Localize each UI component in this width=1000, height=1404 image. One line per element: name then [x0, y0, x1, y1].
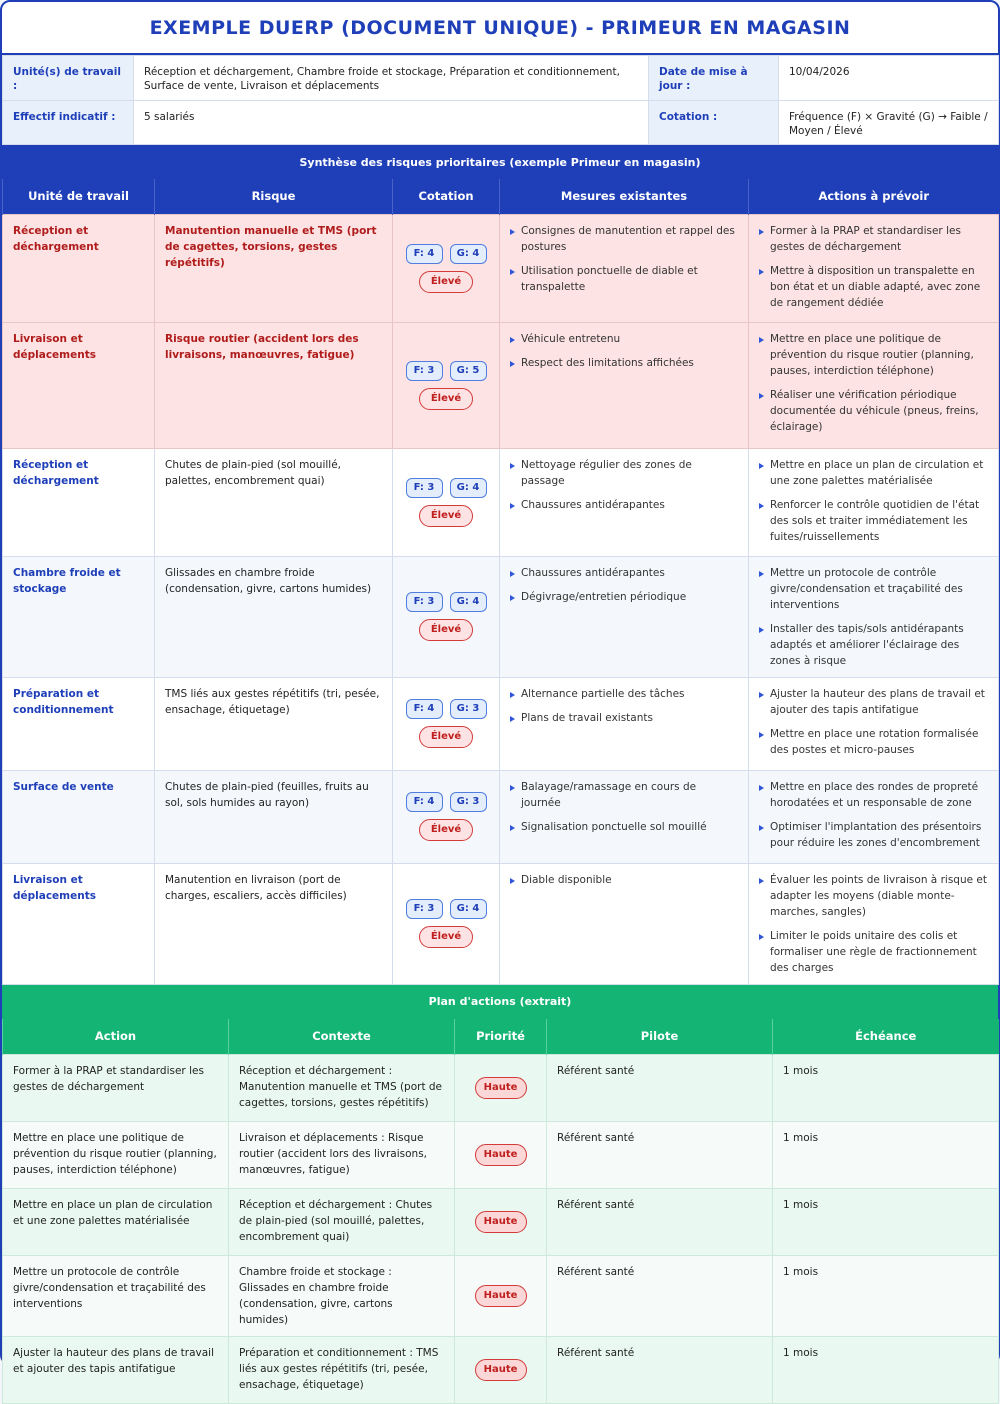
document-title: EXEMPLE DUERP (DOCUMENT UNIQUE) - PRIMEUR EN MAGASIN — [2, 2, 998, 55]
mesures-item: Balayage/ramassage en cours de journée — [510, 779, 738, 811]
level-badge: Élevé — [419, 926, 473, 948]
gravite-badge: G: 4 — [450, 244, 487, 264]
plan-action: Former à la PRAP et standardiser les gestes de déchargement — [3, 1055, 229, 1122]
plan-pilote: Référent santé — [547, 1122, 773, 1189]
risk-unit: Réception et déchargement — [3, 448, 155, 556]
header-risque: Risque — [155, 179, 393, 214]
plan-echeance: 1 mois — [773, 1256, 999, 1337]
mesures-item: Chaussures antidérapantes — [510, 497, 738, 513]
frequence-badge: F: 4 — [406, 244, 443, 264]
actions-item: Évaluer les points de livraison à risque et adapter les moyens (diable monte-marches, sangles) — [759, 872, 988, 920]
risk-mesures — [500, 322, 749, 448]
risk-mesures — [500, 770, 749, 863]
plan-pilote: Référent santé — [547, 1337, 773, 1404]
plan-title: Plan d'actions (extrait) — [2, 985, 998, 1019]
date-label: Date de mise à jour : — [649, 56, 779, 101]
unites-label: Unité(s) de travail : — [3, 56, 134, 101]
plan-action: Mettre un protocole de contrôle givre/condensation et traçabilité des interventions — [3, 1256, 229, 1337]
risk-cotation — [393, 556, 500, 677]
plan-contexte: Préparation et conditionnement : TMS liés aux gestes répétitifs (tri, pesée, ensachage, étiquetage) — [229, 1337, 455, 1404]
gravite-badge: G: 4 — [450, 592, 487, 612]
risk-unit: Surface de vente — [3, 770, 155, 863]
header-mesures: Mesures existantes — [500, 179, 749, 214]
risk-mesures — [500, 214, 749, 322]
plan-contexte: Chambre froide et stockage : Glissades en chambre froide (condensation, givre, cartons humides) — [229, 1256, 455, 1337]
actions-item: Limiter le poids unitaire des colis et formaliser une règle de fractionnement des charges — [759, 928, 988, 976]
risk-description: Risque routier (accident lors des livraisons, manœuvres, fatigue) — [155, 322, 393, 448]
plan-table — [2, 1019, 999, 1404]
risk-actions — [749, 770, 999, 863]
actions-item: Former à la PRAP et standardiser les gestes de déchargement — [759, 223, 988, 255]
priority-badge: Haute — [475, 1285, 527, 1307]
plan-row — [3, 1189, 999, 1256]
plan-row — [3, 1122, 999, 1189]
risk-mesures — [500, 863, 749, 984]
mesures-item: Dégivrage/entretien périodique — [510, 589, 738, 605]
frequence-badge: F: 4 — [406, 792, 443, 812]
risk-actions — [749, 214, 999, 322]
plan-pilote: Référent santé — [547, 1256, 773, 1337]
risk-description: Glissades en chambre froide (condensation, givre, cartons humides) — [155, 556, 393, 677]
priority-badge: Haute — [475, 1144, 527, 1166]
risk-unit: Chambre froide et stockage — [3, 556, 155, 677]
risk-row — [3, 770, 999, 863]
actions-item: Mettre en place une rotation formalisée des postes et micro-pauses — [759, 726, 988, 758]
priority-badge: Haute — [475, 1077, 527, 1099]
risk-mesures — [500, 448, 749, 556]
gravite-badge: G: 3 — [450, 792, 487, 812]
plan-contexte: Livraison et déplacements : Risque routier (accident lors des livraisons, manœuvres, fatigue) — [229, 1122, 455, 1189]
frequence-badge: F: 4 — [406, 699, 443, 719]
plan-echeance: 1 mois — [773, 1055, 999, 1122]
actions-item: Mettre en place une politique de prévention du risque routier (planning, pauses, interdiction téléphone) — [759, 331, 988, 379]
synthese-title: Synthèse des risques prioritaires (exemple Primeur en magasin) — [2, 145, 998, 179]
cotation-value: Fréquence (F) × Gravité (G) → Faible / Moyen / Élevé — [779, 101, 999, 145]
level-badge: Élevé — [419, 271, 473, 293]
actions-item: Mettre en place un plan de circulation et une zone palettes matérialisée — [759, 457, 988, 489]
actions-item: Renforcer le contrôle quotidien de l'état des sols et traiter immédiatement les fuites/ruissellements — [759, 497, 988, 545]
actions-item: Mettre en place des rondes de propreté horodatées et un responsable de zone — [759, 779, 988, 811]
risk-row — [3, 448, 999, 556]
plan-pilote: Référent santé — [547, 1189, 773, 1256]
header-cotation: Cotation — [393, 179, 500, 214]
frequence-badge: F: 3 — [406, 899, 443, 919]
risk-row — [3, 556, 999, 677]
plan-row — [3, 1256, 999, 1337]
header-priorite: Priorité — [455, 1019, 547, 1055]
risk-unit: Préparation et conditionnement — [3, 677, 155, 770]
actions-item: Ajuster la hauteur des plans de travail et ajouter des tapis antifatigue — [759, 686, 988, 718]
plan-priorite — [455, 1055, 547, 1122]
mesures-item: Consignes de manutention et rappel des postures — [510, 223, 738, 255]
plan-echeance: 1 mois — [773, 1122, 999, 1189]
risk-cotation — [393, 322, 500, 448]
risk-description: Manutention manuelle et TMS (port de cagettes, torsions, gestes répétitifs) — [155, 214, 393, 322]
plan-contexte: Réception et déchargement : Chutes de plain-pied (sol mouillé, palettes, encombrement quai) — [229, 1189, 455, 1256]
risk-row — [3, 322, 999, 448]
mesures-item: Chaussures antidérapantes — [510, 565, 738, 581]
plan-contexte: Réception et déchargement : Manutention manuelle et TMS (port de cagettes, torsions, gestes répétitifs) — [229, 1055, 455, 1122]
frequence-badge: F: 3 — [406, 478, 443, 498]
plan-priorite — [455, 1256, 547, 1337]
level-badge: Élevé — [419, 388, 473, 410]
risk-row — [3, 214, 999, 322]
plan-priorite — [455, 1122, 547, 1189]
risk-cotation — [393, 214, 500, 322]
plan-row — [3, 1337, 999, 1404]
date-value: 10/04/2026 — [779, 56, 999, 101]
gravite-badge: G: 4 — [450, 899, 487, 919]
risk-description: Chutes de plain-pied (sol mouillé, palettes, encombrement quai) — [155, 448, 393, 556]
cotation-label: Cotation : — [649, 101, 779, 145]
gravite-badge: G: 3 — [450, 699, 487, 719]
level-badge: Élevé — [419, 619, 473, 641]
synthese-table — [2, 179, 999, 985]
risk-description: Chutes de plain-pied (feuilles, fruits au sol, sols humides au rayon) — [155, 770, 393, 863]
plan-row — [3, 1055, 999, 1122]
priority-badge: Haute — [475, 1359, 527, 1381]
mesures-item: Respect des limitations affichées — [510, 355, 738, 371]
gravite-badge: G: 5 — [450, 361, 487, 381]
risk-actions — [749, 322, 999, 448]
plan-priorite — [455, 1189, 547, 1256]
risk-description: TMS liés aux gestes répétitifs (tri, pesée, ensachage, étiquetage) — [155, 677, 393, 770]
mesures-item: Alternance partielle des tâches — [510, 686, 738, 702]
plan-action: Mettre en place un plan de circulation et une zone palettes matérialisée — [3, 1189, 229, 1256]
mesures-item: Nettoyage régulier des zones de passage — [510, 457, 738, 489]
mesures-item: Utilisation ponctuelle de diable et transpalette — [510, 263, 738, 295]
risk-cotation — [393, 863, 500, 984]
header-echeance: Échéance — [773, 1019, 999, 1055]
actions-item: Réaliser une vérification périodique documentée du véhicule (pneus, freins, éclairage) — [759, 387, 988, 435]
mesures-item: Véhicule entretenu — [510, 331, 738, 347]
mesures-item: Plans de travail existants — [510, 710, 738, 726]
frequence-badge: F: 3 — [406, 361, 443, 381]
actions-item: Mettre un protocole de contrôle givre/condensation et traçabilité des interventions — [759, 565, 988, 613]
priority-badge: Haute — [475, 1211, 527, 1233]
risk-mesures — [500, 556, 749, 677]
risk-mesures — [500, 677, 749, 770]
risk-actions — [749, 677, 999, 770]
gravite-badge: G: 4 — [450, 478, 487, 498]
risk-row — [3, 863, 999, 984]
plan-echeance: 1 mois — [773, 1189, 999, 1256]
risk-description: Manutention en livraison (port de charges, escaliers, accès difficiles) — [155, 863, 393, 984]
header-pilote: Pilote — [547, 1019, 773, 1055]
risk-unit: Livraison et déplacements — [3, 863, 155, 984]
plan-priorite — [455, 1337, 547, 1404]
actions-item: Mettre à disposition un transpalette en bon état et un diable adapté, avec zone de rangement dédiée — [759, 263, 988, 311]
header-unite: Unité de travail — [3, 179, 155, 214]
unites-value: Réception et déchargement, Chambre froide et stockage, Préparation et conditionnement, Surface de vente, Livraison et déplacements — [134, 56, 649, 101]
risk-cotation — [393, 677, 500, 770]
level-badge: Élevé — [419, 726, 473, 748]
effectif-label: Effectif indicatif : — [3, 101, 134, 145]
plan-action: Ajuster la hauteur des plans de travail et ajouter des tapis antifatigue — [3, 1337, 229, 1404]
risk-actions — [749, 863, 999, 984]
header-action: Action — [3, 1019, 229, 1055]
actions-item: Installer des tapis/sols antidérapants adaptés et améliorer l'éclairage des zones à risque — [759, 621, 988, 669]
plan-pilote: Référent santé — [547, 1055, 773, 1122]
risk-cotation — [393, 770, 500, 863]
level-badge: Élevé — [419, 505, 473, 527]
header-contexte: Contexte — [229, 1019, 455, 1055]
risk-cotation — [393, 448, 500, 556]
mesures-item: Signalisation ponctuelle sol mouillé — [510, 819, 738, 835]
actions-item: Optimiser l'implantation des présentoirs pour réduire les zones d'encombrement — [759, 819, 988, 851]
level-badge: Élevé — [419, 819, 473, 841]
risk-unit: Livraison et déplacements — [3, 322, 155, 448]
risk-unit: Réception et déchargement — [3, 214, 155, 322]
effectif-value: 5 salariés — [134, 101, 649, 145]
frequence-badge: F: 3 — [406, 592, 443, 612]
risk-actions — [749, 448, 999, 556]
plan-action: Mettre en place une politique de prévention du risque routier (planning, pauses, interdiction téléphone) — [3, 1122, 229, 1189]
header-actions: Actions à prévoir — [749, 179, 999, 214]
plan-echeance: 1 mois — [773, 1337, 999, 1404]
info-table — [2, 55, 999, 145]
risk-actions — [749, 556, 999, 677]
risk-row — [3, 677, 999, 770]
mesures-item: Diable disponible — [510, 872, 738, 888]
